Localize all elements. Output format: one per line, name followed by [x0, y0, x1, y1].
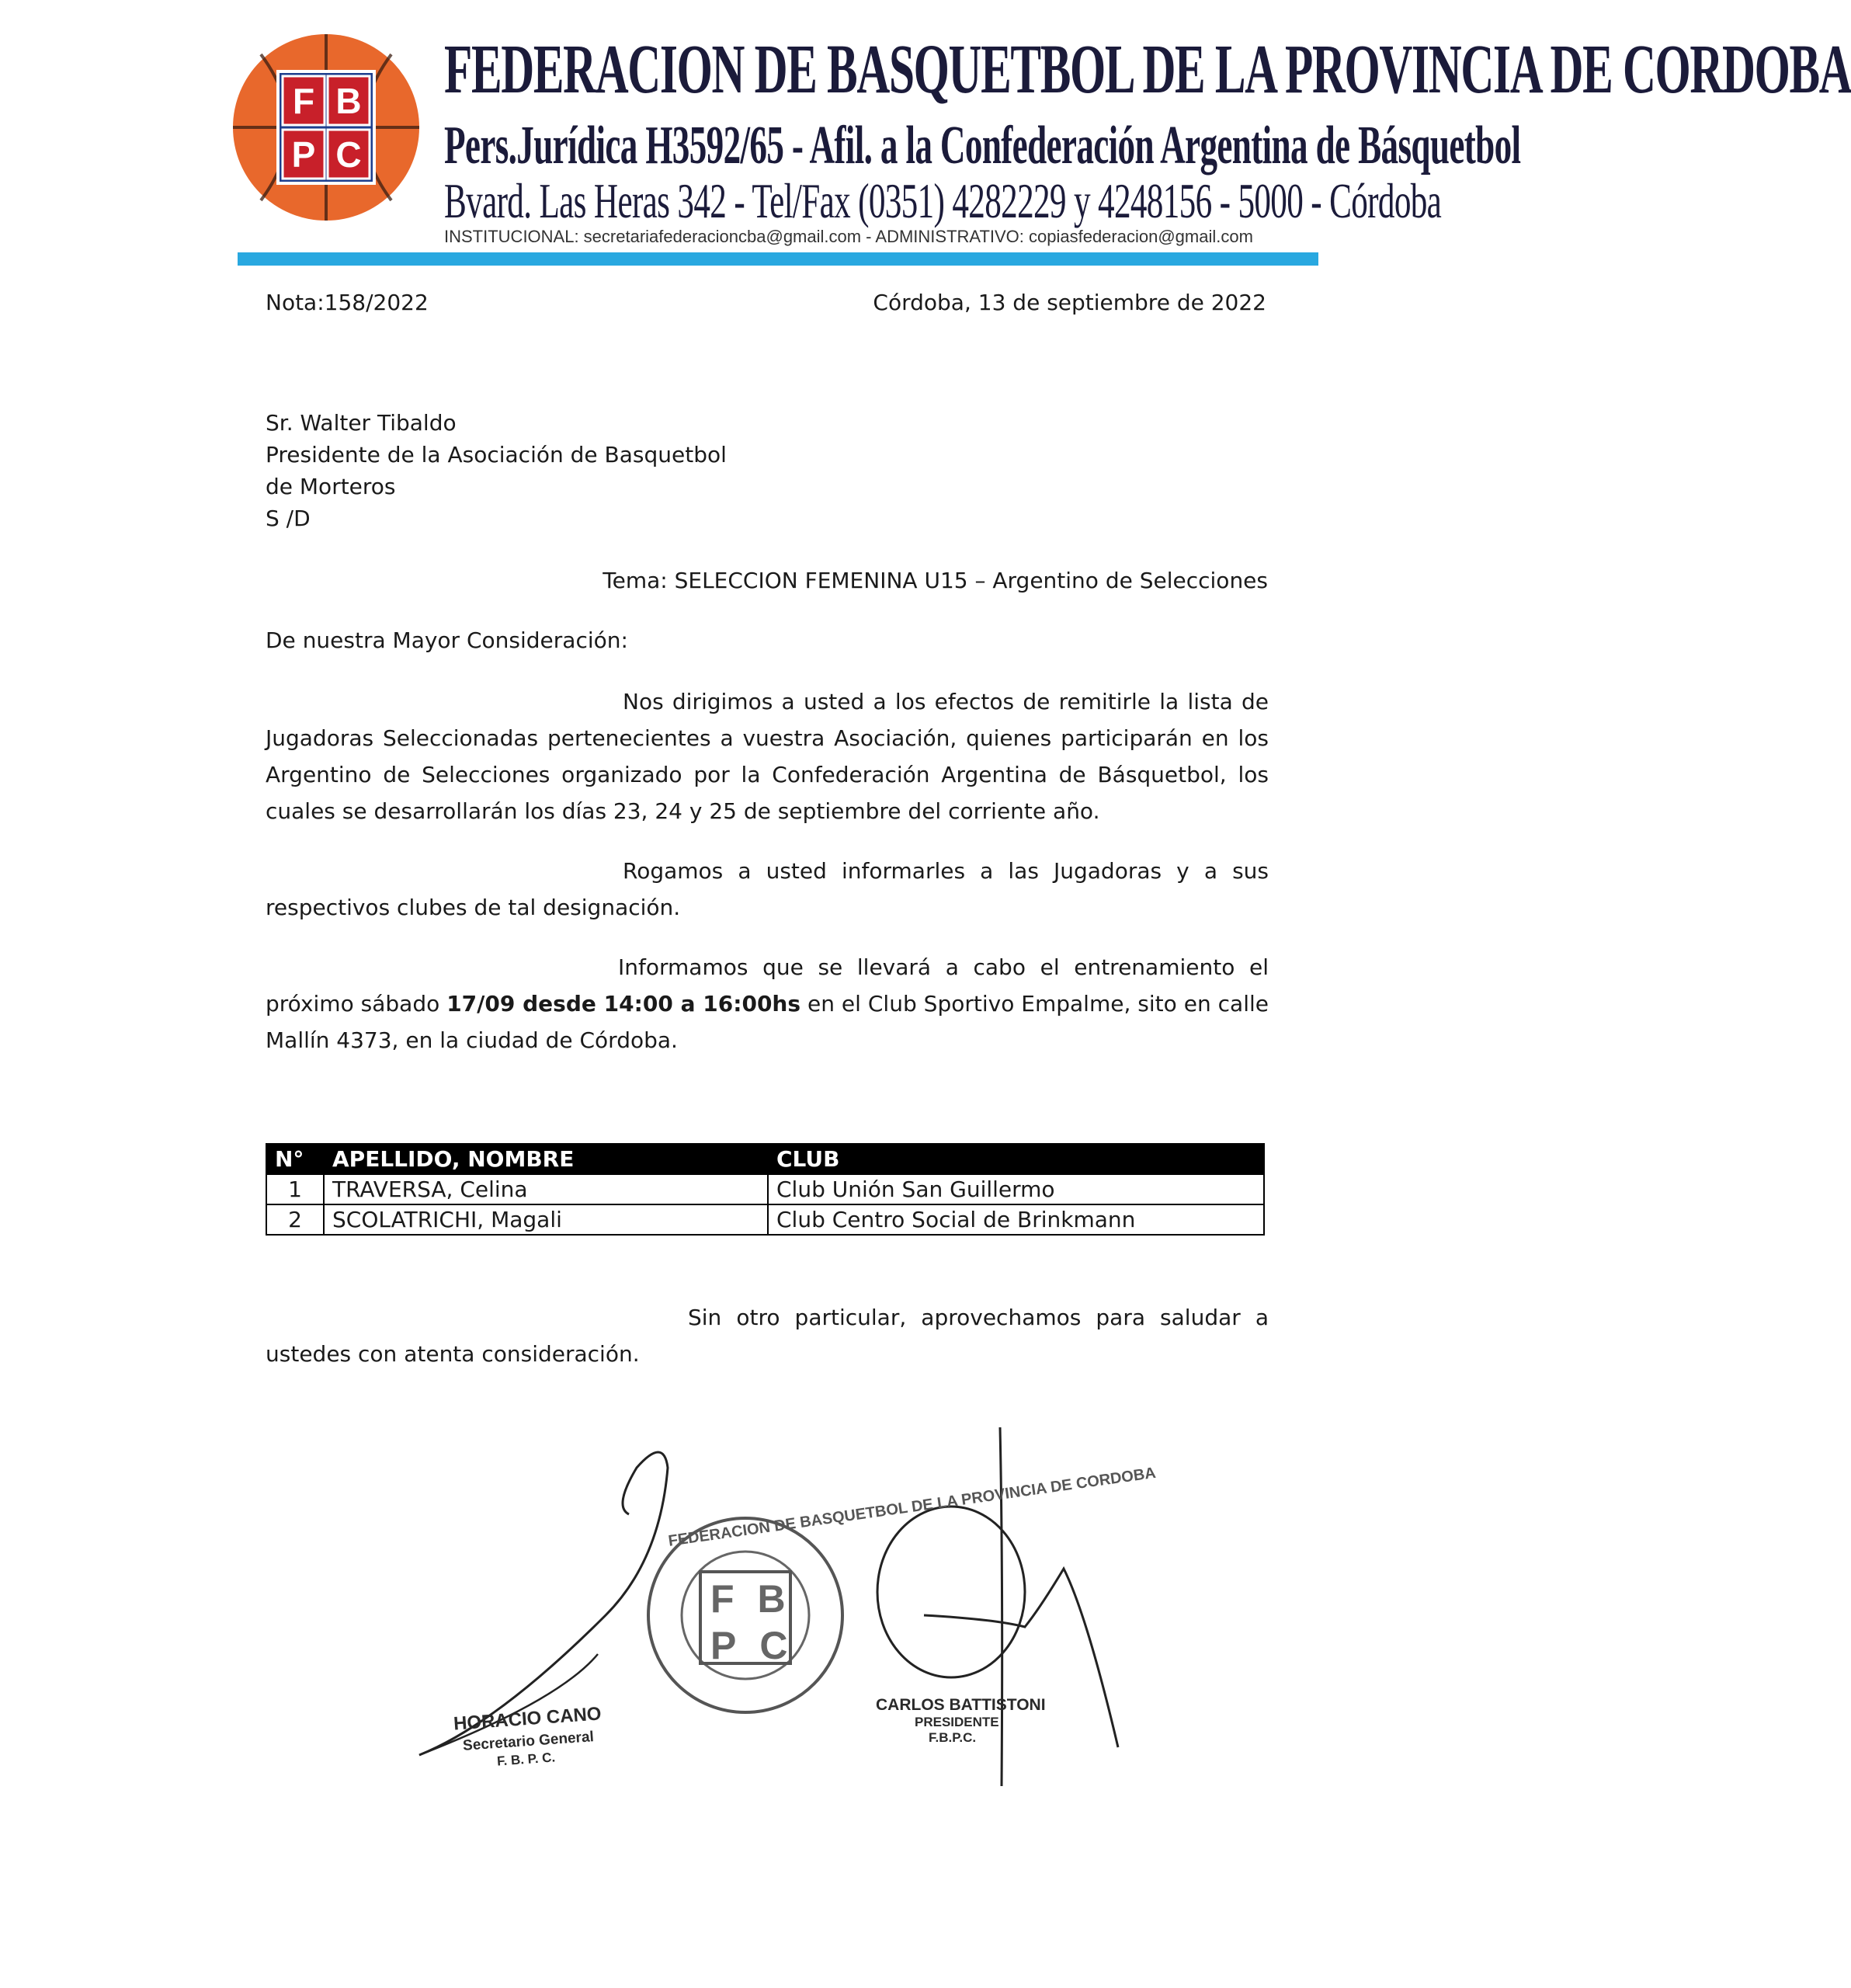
stamp-ring-text: FEDERACION DE BASQUETBOL DE LA PROVINCIA DE CORDOBA — [667, 1464, 1158, 1550]
table-row — [266, 1204, 1264, 1235]
svg-text:B: B — [335, 81, 362, 121]
stamp-letters: FB — [710, 1577, 809, 1621]
signer-right-name: CARLOS BATTISTONI — [876, 1696, 1046, 1714]
table-header-row — [266, 1144, 1264, 1174]
svg-text:F: F — [292, 81, 315, 121]
subject-line: Tema: SELECCION FEMENINA U15 – Argentino de Selecciones — [603, 568, 1268, 593]
cell-number: 2 — [266, 1204, 324, 1235]
recipient-name: Sr. Walter Tibaldo — [266, 410, 457, 436]
players-table — [266, 1143, 1265, 1236]
closing-line-2: ustedes con atenta consideración. — [266, 1341, 640, 1367]
signer-right-title: PRESIDENTE — [915, 1715, 999, 1729]
signer-right-org: F.B.P.C. — [929, 1730, 977, 1745]
cell-name: SCOLATRICHI, Magali — [324, 1204, 768, 1235]
training-datetime: 17/09 desde 14:00 a 16:00hs — [446, 991, 801, 1017]
closing-line-1: Sin otro particular, aprovechamos para saludar a — [688, 1305, 1269, 1330]
recipient-role: Presidente de la Asociación de Basquetbol — [266, 442, 727, 467]
letterhead-divider — [238, 252, 1318, 266]
letterhead-emails: INSTITUCIONAL: secretariafederacioncba@gmail.com - ADMINISTRATIVO: copiasfederacion@gmail.com — [444, 227, 1253, 246]
letterhead-title: FEDERACION DE BASQUETBOL DE LA PROVINCIA DE CORDOBA — [444, 31, 1851, 108]
note-number: Nota:158/2022 — [266, 290, 429, 315]
letter-date: Córdoba, 13 de septiembre de 2022 — [873, 290, 1266, 315]
table-row — [266, 1174, 1264, 1204]
cell-number: 1 — [266, 1174, 324, 1204]
cell-club: Club Unión San Guillermo — [768, 1174, 1264, 1204]
header-number: N° — [266, 1144, 324, 1174]
signer-left-name: HORACIO CANO — [453, 1703, 603, 1735]
cell-name: TRAVERSA, Celina — [324, 1174, 768, 1204]
svg-text:P: P — [291, 134, 316, 175]
cell-club: Club Centro Social de Brinkmann — [768, 1204, 1264, 1235]
header-club: CLUB — [768, 1144, 1264, 1174]
greeting: De nuestra Mayor Consideración: — [266, 627, 628, 653]
recipient-sd: S /D — [266, 506, 311, 531]
signer-left-org: F. B. P. C. — [496, 1750, 556, 1769]
signer-left-title: Secretario General — [462, 1729, 595, 1754]
stamp-letters-lower: PC — [710, 1624, 811, 1667]
federation-logo — [230, 31, 422, 224]
paragraph-1: Nos dirigimos a usted a los efectos de remitirle la lista de Jugadoras Seleccionadas pertenecientes a vuestra Asociación, quienes participarán en los Argentino de Selecciones organizado por la Confederación Argentina de Básquetbol, los cuales se desarrollarán los días 23, 24 y 25 de septiembre del corriente año. — [266, 689, 1269, 824]
letterhead-legal-info: Pers.Jurídica H3592/65 - Afil. a la Confederación Argentina de Básquetbol — [444, 116, 1521, 176]
svg-text:C: C — [335, 134, 362, 175]
header-name: APELLIDO, NOMBRE — [324, 1144, 768, 1174]
paragraph-2: Rogamos a usted informarles a las Jugadoras y a sus respectivos clubes de tal designación. — [266, 858, 1269, 920]
paragraph-3: Informamos que se llevará a cabo el entrenamiento el próximo sábado 17/09 desde 14:00 a 16:00hs en el Club Sportivo Empalme, sito en calle Mallín 4373, en la ciudad de Córdoba. — [266, 954, 1269, 1053]
recipient-org: de Morteros — [266, 474, 396, 499]
letterhead-address: Bvard. Las Heras 342 - Tel/Fax (0351) 4282229 y 4248156 - 5000 - Córdoba — [444, 173, 1442, 228]
